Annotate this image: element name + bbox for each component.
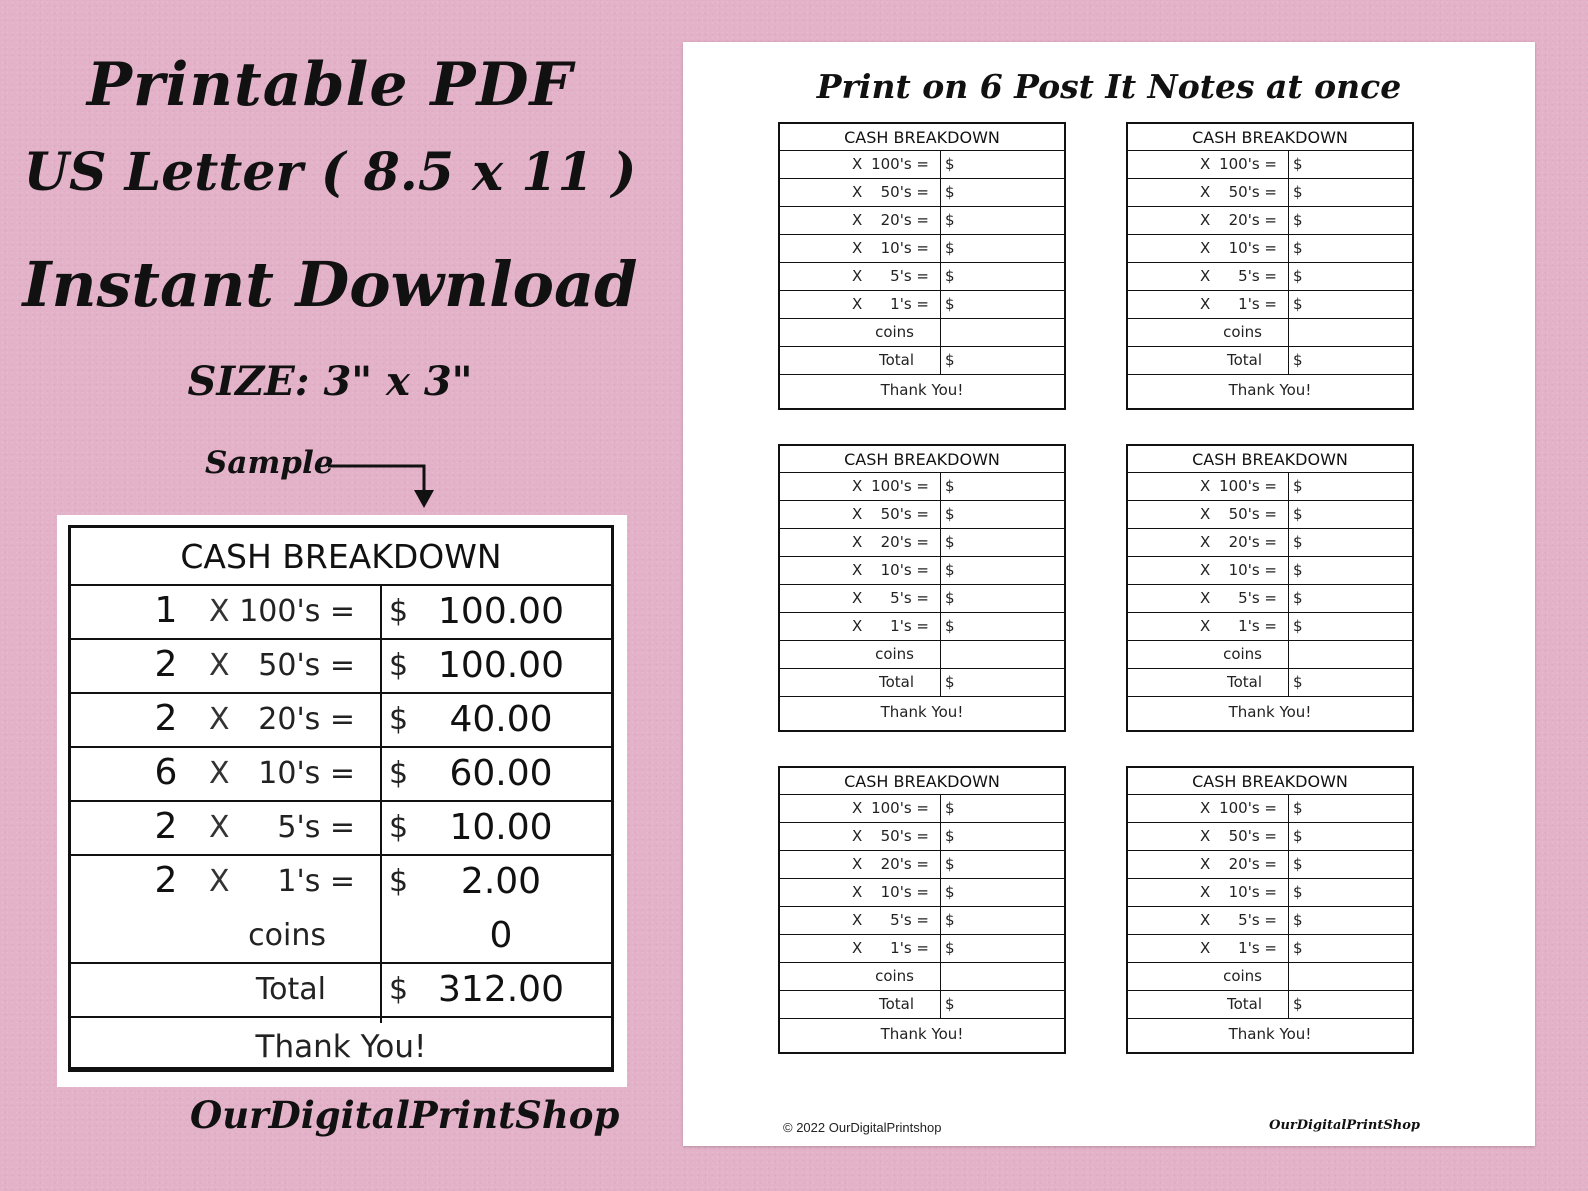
sample-divider: [380, 586, 382, 1023]
note-dollar: $: [945, 827, 955, 845]
note-dollar: $: [1293, 911, 1303, 929]
sample-denom: 10's =: [258, 756, 355, 791]
sample-row: [71, 694, 611, 748]
note-x: X: [1200, 295, 1211, 313]
note-row: [780, 235, 1064, 263]
note-coins-label: coins: [875, 967, 914, 985]
note-coins-row: [1128, 963, 1412, 991]
note-dollar: $: [1293, 183, 1303, 201]
note-row: [780, 291, 1064, 319]
sample-x: X: [209, 810, 230, 845]
note-title: CASH BREAKDOWN: [780, 124, 1064, 151]
sample-total-label: Total: [255, 972, 326, 1007]
note-row: [1128, 907, 1412, 935]
note-x: X: [1200, 617, 1211, 635]
note-row: [780, 613, 1064, 641]
note-dollar: $: [945, 883, 955, 901]
sample-count: 2: [154, 806, 178, 847]
note-dollar: $: [1293, 799, 1303, 817]
sample-x: X: [209, 702, 230, 737]
sample-x: X: [209, 648, 230, 683]
sample-thanks: Thank You!: [71, 1018, 611, 1069]
note-dollar: $: [945, 295, 955, 313]
sample-denom: 100's =: [239, 594, 355, 629]
note-denom: 10's =: [1228, 883, 1277, 901]
note-coins-row: [780, 963, 1064, 991]
note-row: [780, 473, 1064, 501]
note-total-row: [1128, 991, 1412, 1019]
sample-dollar: $: [389, 810, 409, 845]
note-x: X: [852, 561, 863, 579]
note-row: [1128, 795, 1412, 823]
copyright: © 2022 OurDigitalPrintshop: [783, 1120, 942, 1135]
note-row: [780, 151, 1064, 179]
note-total-row: [780, 669, 1064, 697]
note-coins-label: coins: [875, 645, 914, 663]
sample-x: X: [209, 756, 230, 791]
note-row: [780, 879, 1064, 907]
note-total-dollar: $: [945, 995, 955, 1013]
note-x: X: [1200, 477, 1211, 495]
arrow-icon: [320, 460, 440, 512]
note-x: X: [1200, 589, 1211, 607]
note-denom: 20's =: [1228, 211, 1277, 229]
sample-label: Sample: [205, 445, 334, 481]
note-denom: 100's =: [1219, 477, 1277, 495]
note-row: [780, 585, 1064, 613]
sample-count: 2: [154, 860, 178, 901]
note-x: X: [1200, 239, 1211, 257]
note-coins-row: [1128, 641, 1412, 669]
note-x: X: [1200, 911, 1211, 929]
sample-amount: 10.00: [449, 807, 553, 848]
note-denom: 1's =: [890, 617, 929, 635]
note-denom: 10's =: [880, 561, 929, 579]
note-row: [780, 907, 1064, 935]
note-coins-row: [780, 319, 1064, 347]
note-denom: 100's =: [871, 155, 929, 173]
note-dollar: $: [1293, 855, 1303, 873]
sample-row: [71, 640, 611, 694]
note-row: [1128, 879, 1412, 907]
note-divider: [940, 151, 941, 375]
note-title: CASH BREAKDOWN: [1128, 446, 1412, 473]
note-coins-label: coins: [1223, 645, 1262, 663]
note-row: [780, 501, 1064, 529]
note-row: [1128, 529, 1412, 557]
note-x: X: [852, 295, 863, 313]
note-row: [780, 851, 1064, 879]
heading-instant-download: Instant Download: [22, 248, 638, 321]
note-denom: 50's =: [880, 827, 929, 845]
sample-denom: 5's =: [277, 810, 355, 845]
heading-printable-pdf: Printable PDF: [86, 50, 574, 120]
note-denom: 20's =: [880, 855, 929, 873]
note-x: X: [1200, 183, 1211, 201]
note-row: [1128, 473, 1412, 501]
sample-dollar: $: [389, 594, 409, 629]
sample-total-row: [71, 964, 611, 1018]
note-dollar: $: [945, 211, 955, 229]
note-denom: 5's =: [1238, 267, 1277, 285]
note-dollar: $: [1293, 883, 1303, 901]
note-dollar: $: [945, 267, 955, 285]
sample-row: [71, 802, 611, 856]
note-denom: 5's =: [890, 911, 929, 929]
note-dollar: $: [945, 589, 955, 607]
note-thanks: Thank You!: [880, 703, 964, 721]
note-row: [780, 557, 1064, 585]
note-x: X: [852, 911, 863, 929]
note-row: [1128, 585, 1412, 613]
sample-count: 1: [154, 590, 178, 631]
post-it-note-6: [1126, 766, 1414, 1054]
note-denom: 20's =: [1228, 855, 1277, 873]
note-title: CASH BREAKDOWN: [1128, 768, 1412, 795]
note-x: X: [852, 939, 863, 957]
note-denom: 10's =: [880, 239, 929, 257]
sample-coins-value: 0: [489, 915, 513, 956]
note-denom: 50's =: [1228, 505, 1277, 523]
note-thanks: Thank You!: [1228, 1025, 1312, 1043]
note-coins-label: coins: [875, 323, 914, 341]
note-denom: 100's =: [1219, 155, 1277, 173]
note-total-dollar: $: [1293, 673, 1303, 691]
note-total-row: [1128, 669, 1412, 697]
note-coins-label: coins: [1223, 967, 1262, 985]
note-dollar: $: [945, 533, 955, 551]
sample-total-dollar: $: [389, 972, 409, 1007]
note-dollar: $: [945, 505, 955, 523]
note-x: X: [852, 589, 863, 607]
note-x: X: [1200, 827, 1211, 845]
note-row: [780, 179, 1064, 207]
note-x: X: [852, 799, 863, 817]
note-thanks: Thank You!: [1228, 703, 1312, 721]
note-x: X: [852, 183, 863, 201]
note-denom: 5's =: [890, 267, 929, 285]
note-dollar: $: [1293, 589, 1303, 607]
note-row: [1128, 613, 1412, 641]
note-coins-row: [1128, 319, 1412, 347]
note-dollar: $: [1293, 267, 1303, 285]
note-row: [780, 207, 1064, 235]
note-dollar: $: [945, 239, 955, 257]
note-x: X: [852, 533, 863, 551]
note-row: [780, 263, 1064, 291]
note-denom: 5's =: [890, 589, 929, 607]
note-denom: 10's =: [880, 883, 929, 901]
note-total-label: Total: [1226, 673, 1262, 691]
heading-us-letter: US Letter ( 8.5 x 11 ): [23, 142, 637, 203]
note-denom: 50's =: [1228, 183, 1277, 201]
sample-dollar: $: [389, 864, 409, 899]
note-dollar: $: [1293, 505, 1303, 523]
note-divider: [1288, 795, 1289, 1019]
note-dollar: $: [1293, 561, 1303, 579]
sample-x: X: [209, 594, 230, 629]
note-x: X: [1200, 211, 1211, 229]
note-total-row: [780, 991, 1064, 1019]
note-row: [1128, 263, 1412, 291]
note-total-dollar: $: [945, 351, 955, 369]
note-x: X: [1200, 799, 1211, 817]
note-total-dollar: $: [1293, 995, 1303, 1013]
note-row: [1128, 823, 1412, 851]
note-denom: 1's =: [1238, 939, 1277, 957]
note-x: X: [1200, 883, 1211, 901]
sample-title: CASH BREAKDOWN: [71, 528, 611, 586]
sample-amount: 2.00: [460, 861, 542, 902]
note-x: X: [1200, 561, 1211, 579]
note-thanks: Thank You!: [880, 381, 964, 399]
sample-row: [71, 856, 611, 910]
note-total-dollar: $: [1293, 351, 1303, 369]
sample-row: [71, 586, 611, 640]
note-row: [1128, 179, 1412, 207]
note-denom: 1's =: [890, 939, 929, 957]
brand-logo-text: OurDigitalPrintShop: [190, 1093, 620, 1137]
sample-count: 2: [154, 698, 178, 739]
note-denom: 100's =: [871, 477, 929, 495]
note-total-label: Total: [878, 995, 914, 1013]
note-dollar: $: [945, 155, 955, 173]
note-denom: 50's =: [880, 505, 929, 523]
post-it-note-1: [778, 122, 1066, 410]
sample-total-value: 312.00: [438, 969, 564, 1010]
sample-count: 6: [154, 752, 178, 793]
note-coins-row: [780, 641, 1064, 669]
sample-coins-label: coins: [248, 918, 326, 953]
note-title: CASH BREAKDOWN: [1128, 124, 1412, 151]
note-total-label: Total: [878, 351, 914, 369]
note-dollar: $: [1293, 211, 1303, 229]
sample-x: X: [209, 864, 230, 899]
note-dollar: $: [1293, 295, 1303, 313]
note-denom: 1's =: [890, 295, 929, 313]
post-it-note-5: [778, 766, 1066, 1054]
note-x: X: [1200, 855, 1211, 873]
note-dollar: $: [1293, 477, 1303, 495]
note-dollar: $: [945, 911, 955, 929]
note-dollar: $: [1293, 827, 1303, 845]
note-total-label: Total: [1226, 351, 1262, 369]
note-thanks: Thank You!: [880, 1025, 964, 1043]
sample-amount: 100.00: [438, 645, 564, 686]
note-title: CASH BREAKDOWN: [780, 768, 1064, 795]
note-denom: 50's =: [1228, 827, 1277, 845]
sample-table: [68, 525, 614, 1072]
note-row: [1128, 851, 1412, 879]
note-row: [1128, 291, 1412, 319]
note-coins-label: coins: [1223, 323, 1262, 341]
note-total-row: [780, 347, 1064, 375]
note-denom: 5's =: [1238, 589, 1277, 607]
sample-card: [57, 515, 627, 1087]
post-it-note-2: [1126, 122, 1414, 410]
note-x: X: [852, 239, 863, 257]
note-divider: [1288, 151, 1289, 375]
sample-count: 2: [154, 644, 178, 685]
note-row: [1128, 235, 1412, 263]
sample-dollar: $: [389, 648, 409, 683]
post-it-note-3: [778, 444, 1066, 732]
note-row: [780, 823, 1064, 851]
note-dollar: $: [945, 617, 955, 635]
note-row: [780, 529, 1064, 557]
document-title: Print on 6 Post It Notes at once: [816, 67, 1402, 106]
note-x: X: [1200, 267, 1211, 285]
note-divider: [940, 473, 941, 697]
document-brand: OurDigitalPrintShop: [1269, 1118, 1420, 1133]
note-x: X: [1200, 505, 1211, 523]
note-x: X: [852, 477, 863, 495]
note-denom: 1's =: [1238, 295, 1277, 313]
note-row: [1128, 207, 1412, 235]
note-x: X: [852, 211, 863, 229]
note-row: [1128, 151, 1412, 179]
sample-amount: 40.00: [449, 699, 553, 740]
note-denom: 20's =: [880, 533, 929, 551]
note-title: CASH BREAKDOWN: [780, 446, 1064, 473]
sample-amount: 100.00: [438, 591, 564, 632]
note-denom: 20's =: [1228, 533, 1277, 551]
note-x: X: [852, 827, 863, 845]
sample-denom: 20's =: [258, 702, 355, 737]
sample-row: [71, 748, 611, 802]
note-thanks: Thank You!: [1228, 381, 1312, 399]
note-dollar: $: [945, 183, 955, 201]
note-denom: 100's =: [871, 799, 929, 817]
sample-amount: 60.00: [449, 753, 553, 794]
note-dollar: $: [1293, 533, 1303, 551]
note-row: [1128, 935, 1412, 963]
note-row: [780, 795, 1064, 823]
note-total-label: Total: [878, 673, 914, 691]
note-dollar: $: [1293, 617, 1303, 635]
note-row: [780, 935, 1064, 963]
note-total-row: [1128, 347, 1412, 375]
note-denom: 10's =: [1228, 239, 1277, 257]
sample-dollar: $: [389, 702, 409, 737]
note-total-label: Total: [1226, 995, 1262, 1013]
post-it-note-4: [1126, 444, 1414, 732]
note-x: X: [1200, 939, 1211, 957]
sample-denom: 50's =: [258, 648, 355, 683]
note-dollar: $: [945, 561, 955, 579]
note-x: X: [852, 267, 863, 285]
note-row: [1128, 557, 1412, 585]
note-x: X: [852, 155, 863, 173]
note-total-dollar: $: [945, 673, 955, 691]
note-dollar: $: [945, 799, 955, 817]
printable-document: [683, 42, 1535, 1146]
note-denom: 10's =: [1228, 561, 1277, 579]
note-dollar: $: [945, 477, 955, 495]
note-divider: [940, 795, 941, 1019]
note-x: X: [852, 505, 863, 523]
note-x: X: [852, 855, 863, 873]
note-dollar: $: [945, 939, 955, 957]
note-dollar: $: [1293, 239, 1303, 257]
sample-denom: 1's =: [277, 864, 355, 899]
note-row: [1128, 501, 1412, 529]
note-x: X: [852, 883, 863, 901]
note-x: X: [1200, 533, 1211, 551]
sample-coins-row: [71, 910, 611, 964]
note-dollar: $: [945, 855, 955, 873]
note-x: X: [1200, 155, 1211, 173]
note-x: X: [852, 617, 863, 635]
note-denom: 5's =: [1238, 911, 1277, 929]
note-dollar: $: [1293, 939, 1303, 957]
note-dollar: $: [1293, 155, 1303, 173]
note-denom: 50's =: [880, 183, 929, 201]
note-denom: 1's =: [1238, 617, 1277, 635]
note-denom: 20's =: [880, 211, 929, 229]
note-divider: [1288, 473, 1289, 697]
sample-dollar: $: [389, 756, 409, 791]
note-denom: 100's =: [1219, 799, 1277, 817]
heading-size: SIZE: 3" x 3": [187, 358, 473, 405]
